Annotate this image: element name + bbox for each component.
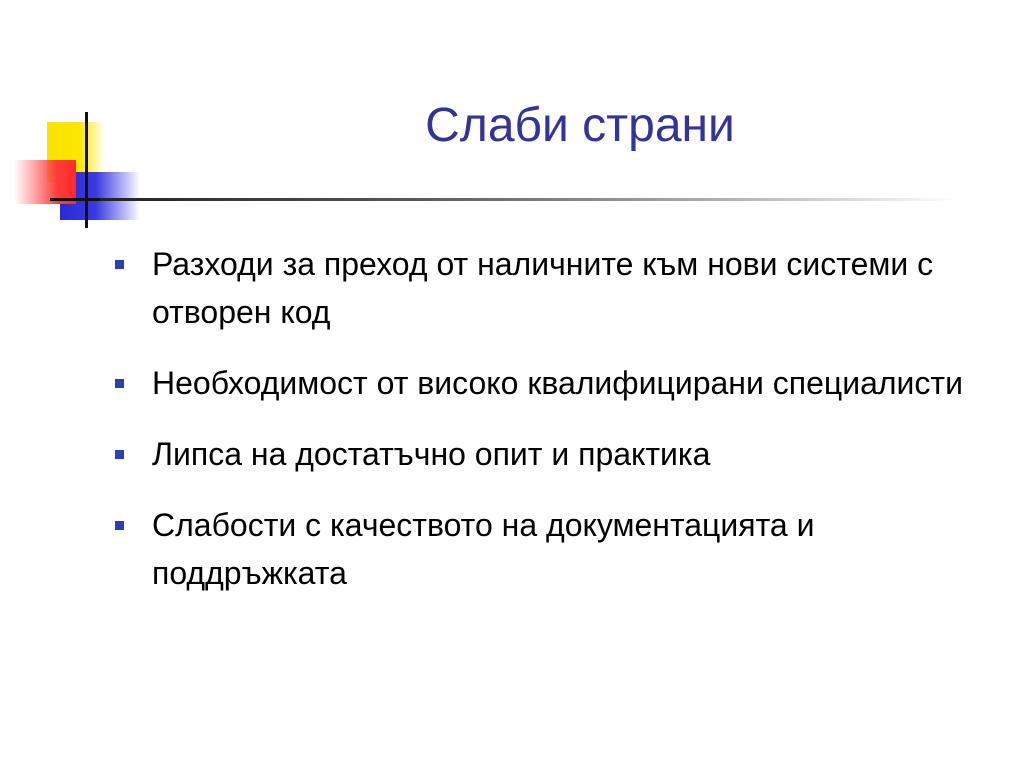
- bullet-text: Слабости с качеството на документацията и поддръжката: [152, 507, 815, 591]
- square-bullet-icon: [115, 260, 124, 269]
- square-bullet-icon: [115, 450, 124, 459]
- decor-vertical-line: [85, 112, 88, 228]
- square-bullet-icon: [115, 379, 124, 388]
- bullet-item: [112, 501, 972, 597]
- bullet-item: [112, 430, 972, 478]
- bullet-text: Липса на достатъчно опит и практика: [152, 436, 711, 472]
- bullet-item: [112, 359, 972, 407]
- bullet-list: [112, 240, 972, 620]
- title-underline: [100, 198, 960, 201]
- slide-title: Слаби страни: [425, 99, 735, 152]
- bullet-text: Разходи за преход от наличните към нови системи с отворен код: [152, 246, 934, 330]
- bullet-text: Необходимост от високо квалифицирани специалисти: [152, 365, 963, 401]
- bullet-item: [112, 240, 972, 336]
- square-bullet-icon: [115, 521, 124, 530]
